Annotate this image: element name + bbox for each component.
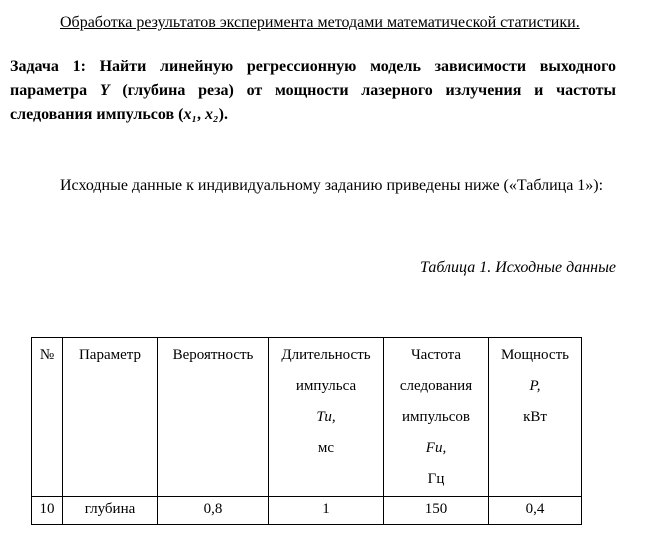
document-body [10,0,616,278]
var-x2: x₂ [205,106,219,123]
cell-power: 0,4 [489,497,582,525]
header-frequency-line3: импульсов [402,409,470,425]
cell-frequency: 150 [384,497,489,525]
header-duration-symbol: Ти, [316,409,336,425]
header-duration-unit: мс [317,440,335,456]
header-num: № [32,338,63,497]
table-row [32,497,582,525]
task-label: Задача 1: [10,58,86,75]
task-text-a: Найти линейную регрессионную модель зависимости выходного параметра [10,58,616,99]
task-text-b: (глубина реза) от мощности лазерного излучения и частоты следования импульсов ( [10,82,617,123]
table-caption: Таблица 1. Исходные данные [420,259,616,276]
task-sep: , [197,106,206,123]
header-duration [269,338,384,497]
task-text-c: ). [218,106,228,123]
header-frequency-line1: Частота [410,347,462,363]
header-probability: Вероятность [158,338,269,497]
header-duration-line1: Длительность [281,347,371,363]
header-frequency [384,338,489,497]
source-data-table [31,337,582,525]
table-header-row [32,338,582,497]
header-power-unit: кВт [523,409,547,425]
cell-num: 10 [32,497,63,525]
cell-duration: 1 [269,497,384,525]
task-statement [10,55,616,127]
cell-probability: 0,8 [158,497,269,525]
var-x1: x₁ [183,106,198,123]
header-power [489,338,582,497]
intro-paragraph: Исходные данные к индивидуальному заданию приведены ниже («Таблица 1»): [60,177,604,194]
header-frequency-unit: Гц [427,471,445,487]
header-frequency-line2: следования [399,378,473,394]
header-frequency-symbol: Fи, [425,440,447,456]
header-power-line1: Мощность [501,347,569,363]
header-duration-line2: импульса [295,378,357,394]
var-y: Y [99,82,110,99]
header-power-symbol: P, [529,378,541,394]
section-heading: Обработка результатов эксперимента методами математической статистики. [60,14,580,31]
header-param: Параметр [63,338,158,497]
cell-param: глубина [63,497,158,525]
